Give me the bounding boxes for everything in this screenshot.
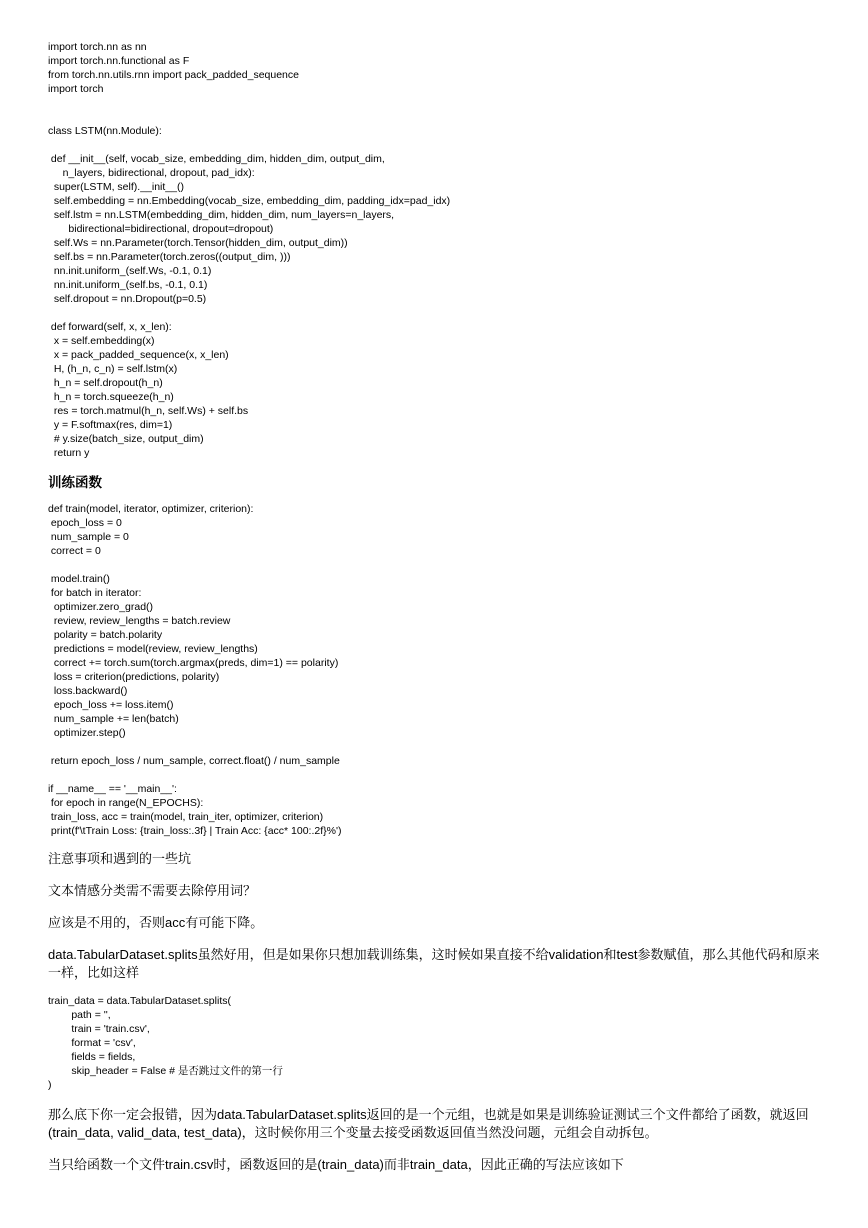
code-line bbox=[48, 138, 828, 152]
code-line: nn.init.uniform_(self.Ws, -0.1, 0.1) bbox=[48, 265, 212, 277]
code-line: h_n = self.dropout(h_n) bbox=[48, 377, 163, 389]
code-line: import torch.nn.functional as F bbox=[48, 55, 190, 67]
code-line: nn.init.uniform_(self.bs, -0.1, 0.1) bbox=[48, 279, 208, 291]
code-line: num_sample += len(batch) bbox=[48, 713, 179, 725]
code-line: x = pack_padded_sequence(x, x_len) bbox=[48, 349, 229, 361]
code-line: fields = fields, bbox=[48, 1051, 136, 1063]
code-line: polarity = batch.polarity bbox=[48, 629, 163, 641]
code-line: train_data = data.TabularDataset.splits( bbox=[48, 995, 231, 1007]
code-line: def train(model, iterator, optimizer, criterion): bbox=[48, 503, 254, 515]
code-line: bidirectional=bidirectional, dropout=dropout) bbox=[48, 223, 274, 235]
code-line: self.lstm = nn.LSTM(embedding_dim, hidden_dim, num_layers=n_layers, bbox=[48, 209, 395, 221]
code-line: num_sample = 0 bbox=[48, 531, 129, 543]
code-line: import torch bbox=[48, 83, 104, 95]
error-explanation-paragraph: 那么底下你一定会报错，因为data.TabularDataset.splits返回的是一个元组，也就是如果是训练验证测试三个文件都给了函数，就返回(train_data, valid_data, test_data)，这时候你用三个变量去接受函数返回值当然没问题，元组会自动拆包。 bbox=[48, 1107, 809, 1140]
code-line: import torch.nn as nn bbox=[48, 41, 147, 53]
code-line bbox=[48, 306, 828, 320]
code-line: optimizer.step() bbox=[48, 727, 126, 739]
final-paragraph: 当只给函数一个文件train.csv时，函数返回的是(train_data)而非train_data，因此正确的写法应该如下 bbox=[48, 1157, 624, 1172]
code-line: for epoch in range(N_EPOCHS): bbox=[48, 797, 204, 809]
code-line: H, (h_n, c_n) = self.lstm(x) bbox=[48, 363, 178, 375]
code-line: review, review_lengths = batch.review bbox=[48, 615, 231, 627]
code-line bbox=[48, 768, 828, 782]
code-line: res = torch.matmul(h_n, self.Ws) + self.bs bbox=[48, 405, 249, 417]
code-line: super(LSTM, self).__init__() bbox=[48, 181, 184, 193]
code-line: path = '', bbox=[48, 1009, 111, 1021]
code-line: print(f'\tTrain Loss: {train_loss:.3f} | Train Acc: {acc* 100:.2f}%') bbox=[48, 825, 342, 837]
code-line bbox=[48, 740, 828, 754]
section-heading-train: 训练函数 bbox=[48, 475, 102, 490]
code-line: for batch in iterator: bbox=[48, 587, 142, 599]
notes-title: 注意事项和遇到的一些坑 bbox=[48, 851, 192, 866]
train-function-code-block bbox=[48, 502, 828, 838]
code-line: y = F.softmax(res, dim=1) bbox=[48, 419, 173, 431]
code-line: return y bbox=[48, 447, 90, 459]
code-line: skip_header = False # 是否跳过文件的第一行 bbox=[48, 1065, 283, 1077]
tabular-dataset-paragraph: data.TabularDataset.splits虽然好用，但是如果你只想加载训练集，这时候如果直接不给validation和test参数赋值，那么其他代码和原来一样，比如这样 bbox=[48, 947, 820, 980]
code-line: self.Ws = nn.Parameter(torch.Tensor(hidden_dim, output_dim)) bbox=[48, 237, 348, 249]
code-line: epoch_loss = 0 bbox=[48, 517, 122, 529]
spacer bbox=[48, 96, 828, 124]
document-page bbox=[48, 40, 828, 1174]
code-line: self.bs = nn.Parameter(torch.zeros((output_dim, ))) bbox=[48, 251, 291, 263]
code-line: model.train() bbox=[48, 573, 110, 585]
code-line: def __init__(self, vocab_size, embedding_dim, hidden_dim, output_dim, bbox=[48, 153, 385, 165]
code-line: h_n = torch.squeeze(h_n) bbox=[48, 391, 174, 403]
code-line bbox=[48, 558, 828, 572]
code-line: correct = 0 bbox=[48, 545, 101, 557]
code-line: from torch.nn.utils.rnn import pack_padded_sequence bbox=[48, 69, 299, 81]
code-line: class LSTM(nn.Module): bbox=[48, 125, 162, 137]
code-line: n_layers, bidirectional, dropout, pad_idx): bbox=[48, 167, 255, 179]
code-line: optimizer.zero_grad() bbox=[48, 601, 154, 613]
code-line: return epoch_loss / num_sample, correct.float() / num_sample bbox=[48, 755, 340, 767]
code-line: epoch_loss += loss.item() bbox=[48, 699, 174, 711]
answer-stopwords: 应该是不用的，否则acc有可能下降。 bbox=[48, 915, 264, 930]
code-line: x = self.embedding(x) bbox=[48, 335, 155, 347]
imports-code-block bbox=[48, 40, 828, 96]
code-line: if __name__ == '__main__': bbox=[48, 783, 177, 795]
lstm-class-code-block bbox=[48, 124, 828, 460]
code-line: loss = criterion(predictions, polarity) bbox=[48, 671, 220, 683]
code-line: loss.backward() bbox=[48, 685, 128, 697]
code-line: def forward(self, x, x_len): bbox=[48, 321, 172, 333]
code-line: correct += torch.sum(torch.argmax(preds, dim=1) == polarity) bbox=[48, 657, 339, 669]
code-line: train = 'train.csv', bbox=[48, 1023, 150, 1035]
question-stopwords: 文本情感分类需不需要去除停用词？ bbox=[48, 883, 257, 898]
code-line: self.dropout = nn.Dropout(p=0.5) bbox=[48, 293, 207, 305]
code-line: train_loss, acc = train(model, train_iter, optimizer, criterion) bbox=[48, 811, 324, 823]
code-line: # y.size(batch_size, output_dim) bbox=[48, 433, 204, 445]
code-line: predictions = model(review, review_lengths) bbox=[48, 643, 258, 655]
tabular-dataset-code-block bbox=[48, 994, 828, 1092]
code-line: ) bbox=[48, 1079, 52, 1091]
code-line: format = 'csv', bbox=[48, 1037, 136, 1049]
code-line: self.embedding = nn.Embedding(vocab_size, embedding_dim, padding_idx=pad_idx) bbox=[48, 195, 451, 207]
